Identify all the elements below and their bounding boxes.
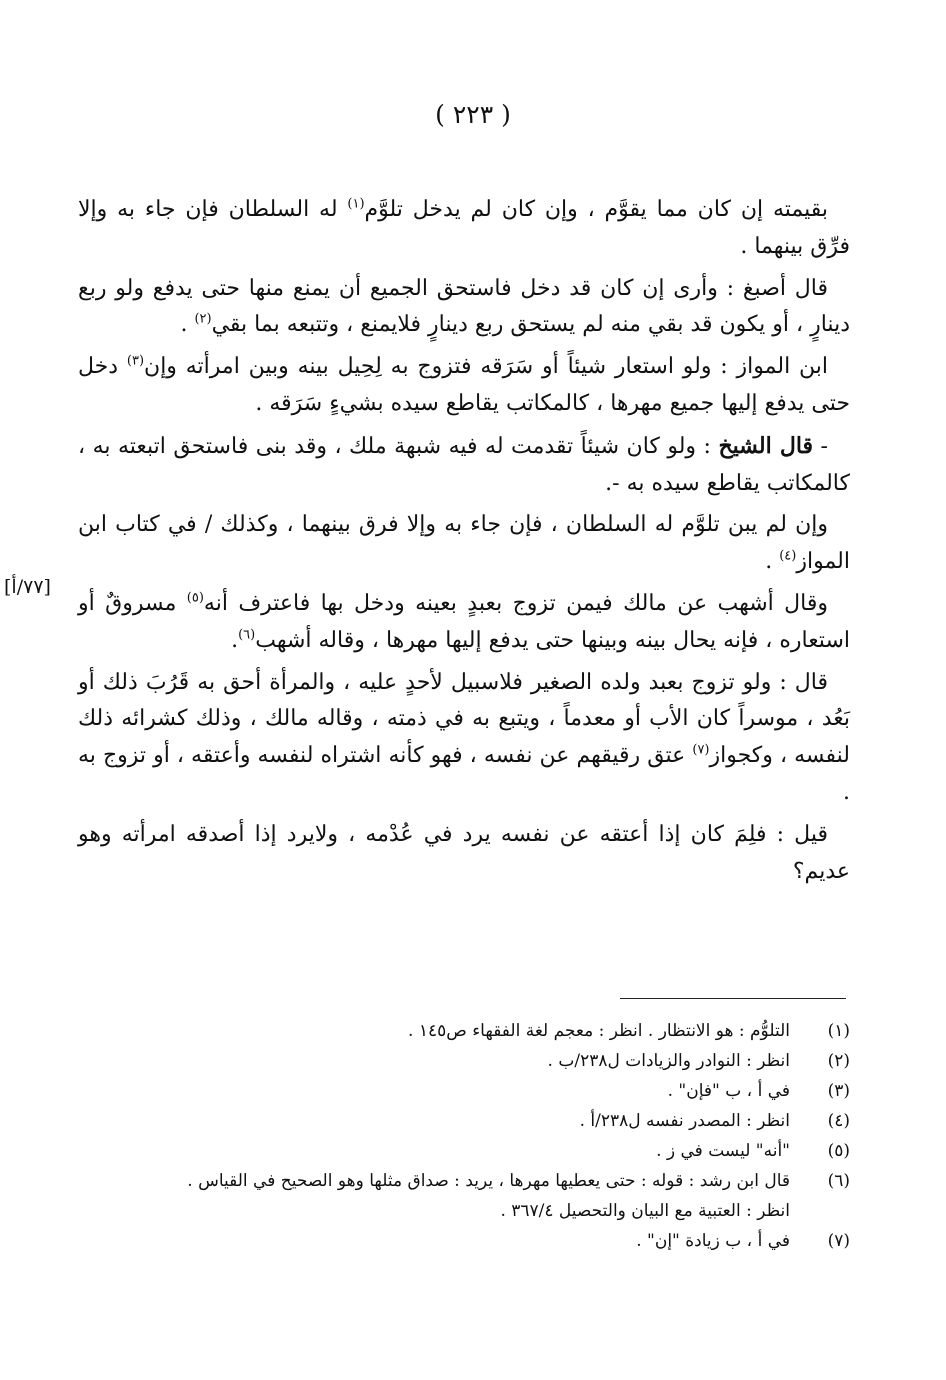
footnote-item [78, 1166, 850, 1226]
paragraph-text: . [180, 312, 195, 338]
footnote-reference: (١) [347, 196, 365, 212]
paragraph-text: دخل حتى يدفع إليها جميع مهرها ، كالمكاتب يقاطع سيده بشيءٍ سَرَقه . [78, 354, 850, 416]
footnote-number: (٧) [827, 1231, 850, 1251]
paragraph-text: له السلطان فإن جاء به وإلا فرِّق بينهما . [78, 197, 850, 259]
footnote-line: "أنه" ليست في ز . [656, 1141, 790, 1161]
paragraph-text: . [231, 627, 239, 653]
footnote-item [78, 1106, 850, 1136]
paragraph [78, 586, 850, 660]
paragraph-text: . [765, 549, 780, 575]
footnote-number: (٥) [827, 1141, 850, 1161]
paragraph [78, 271, 850, 345]
main-text [78, 192, 850, 890]
footnote-line: في أ ، ب "فإن" . [667, 1081, 790, 1101]
footnote-text [78, 1016, 790, 1046]
footnote-number: (٣) [827, 1081, 850, 1101]
paragraph-text: بقيمته إن كان مما يقوَّم ، وإن كان لم يدخل تلوَّم [364, 197, 829, 222]
paragraph-text: وإن لم يبن تلوَّم له السلطان ، فإن جاء به وإلا فرق بينهما ، وكذلك / في كتاب ابن المواز [78, 512, 850, 575]
paragraph-text: مسروقٌ أو استعاره ، فإنه يحال بينه وبينها حتى يدفع إليها مهرها ، وقاله أشهب [78, 590, 850, 653]
paragraph-text: قيل : فلِمَ كان إذا أعتقه عن نفسه يرد في عُدْمه ، ولايرد إذا أصدقه امرأته وهو عديم؟ [78, 821, 850, 884]
paragraph-text: قال : ولو تزوج بعبد ولده الصغير فلاسبيل لأحدٍ عليه ، والمرأة أحق به قَرُبَ ذلك أو بَعُد ، موسراً كان الأب أو معدماً ، ويتبع به في ذمته ، وقاله مالك ، وذلك كشرائه ذلك لنفسه ، وكجواز [78, 669, 850, 769]
footnote-line: التلوُّم : هو الانتظار . انظر : معجم لغة الفقهاء ص١٤٥ . [408, 1021, 790, 1041]
footnote-reference: (٥) [186, 590, 204, 606]
footnote-line: انظر : النوادر والزيادات ل٢٣٨/ب . [547, 1051, 790, 1071]
footnote-text [78, 1166, 790, 1226]
paragraph-text: عتق رقيقهم عن نفسه ، فهو كأنه اشتراه لنفسه وأعتقه ، أو تزوج به . [78, 743, 850, 805]
page-number: ( ٢٢٣ ) [435, 100, 511, 129]
paragraph-text: ابن المواز : ولو استعار شيئاً أو سَرَقه فتزوج به لِحِيل بينه وبين امرأته وإن [144, 354, 828, 380]
footnote-number: (٢) [827, 1051, 850, 1071]
footnote-text [78, 1106, 790, 1136]
footnote-text [78, 1076, 790, 1106]
footnote-text [78, 1046, 790, 1076]
footnotes [78, 1016, 850, 1256]
margin-folio-note: [٧٧/أ] [4, 576, 51, 598]
paragraph [78, 428, 850, 503]
footnote-text [78, 1136, 790, 1166]
paragraph [78, 507, 850, 581]
footnote-number: (١) [827, 1021, 850, 1041]
paragraph [78, 192, 850, 266]
paragraph [78, 665, 850, 812]
footnote-item [78, 1226, 850, 1256]
footnote-line: انظر : المصدر نفسه ل٢٣٨/أ . [579, 1111, 790, 1131]
footnote-reference: (٧) [692, 742, 710, 758]
footnote-number: (٤) [827, 1111, 850, 1131]
footnote-item [78, 1076, 850, 1106]
footnote-number: (٦) [827, 1171, 850, 1191]
paragraph-text: - [813, 433, 828, 459]
paragraph-text: قال أصبغ : وأرى إن كان قد دخل فاستحق الجميع أن يمنع منها حتى يدفع ولو ربع دينارٍ ، أو يكون قد بقي منه لم يستحق ربع دينارٍ فلايمنع ، وتتبعه بما بقي [78, 275, 850, 338]
footnote-line: انظر : العتبية مع البيان والتحصيل ٣٦٧/٤ . [500, 1201, 790, 1221]
footnote-reference: (٤) [779, 548, 797, 564]
footnote-line: في أ ، ب زيادة "إن" . [636, 1231, 790, 1251]
footnote-reference: (٢) [194, 312, 212, 328]
bold-heading-text: قال الشيخ [718, 432, 814, 459]
footnote-reference: (٦) [238, 627, 256, 643]
footnote-item [78, 1046, 850, 1076]
paragraph-text: وقال أشهب عن مالك فيمن تزوج بعبدٍ بعينه ودخل بها فاعترف أنه [203, 590, 828, 616]
paragraph [78, 817, 850, 891]
paragraph-text: : ولو كان شيئاً تقدمت له فيه شبهة ملك ، وقد بنى فاستحق اتبعته به ، كالمكاتب يقاطع سيده به -. [78, 433, 850, 496]
footnote-divider [620, 998, 846, 999]
footnote-item [78, 1136, 850, 1166]
paragraph [78, 349, 850, 423]
footnote-text [78, 1226, 790, 1256]
footnote-reference: (٣) [126, 353, 145, 369]
footnote-line: قال ابن رشد : قوله : حتى يعطيها مهرها ، يريد : صداق مثلها وهو الصحيح في القياس . [187, 1171, 790, 1191]
footnote-item [78, 1016, 850, 1046]
